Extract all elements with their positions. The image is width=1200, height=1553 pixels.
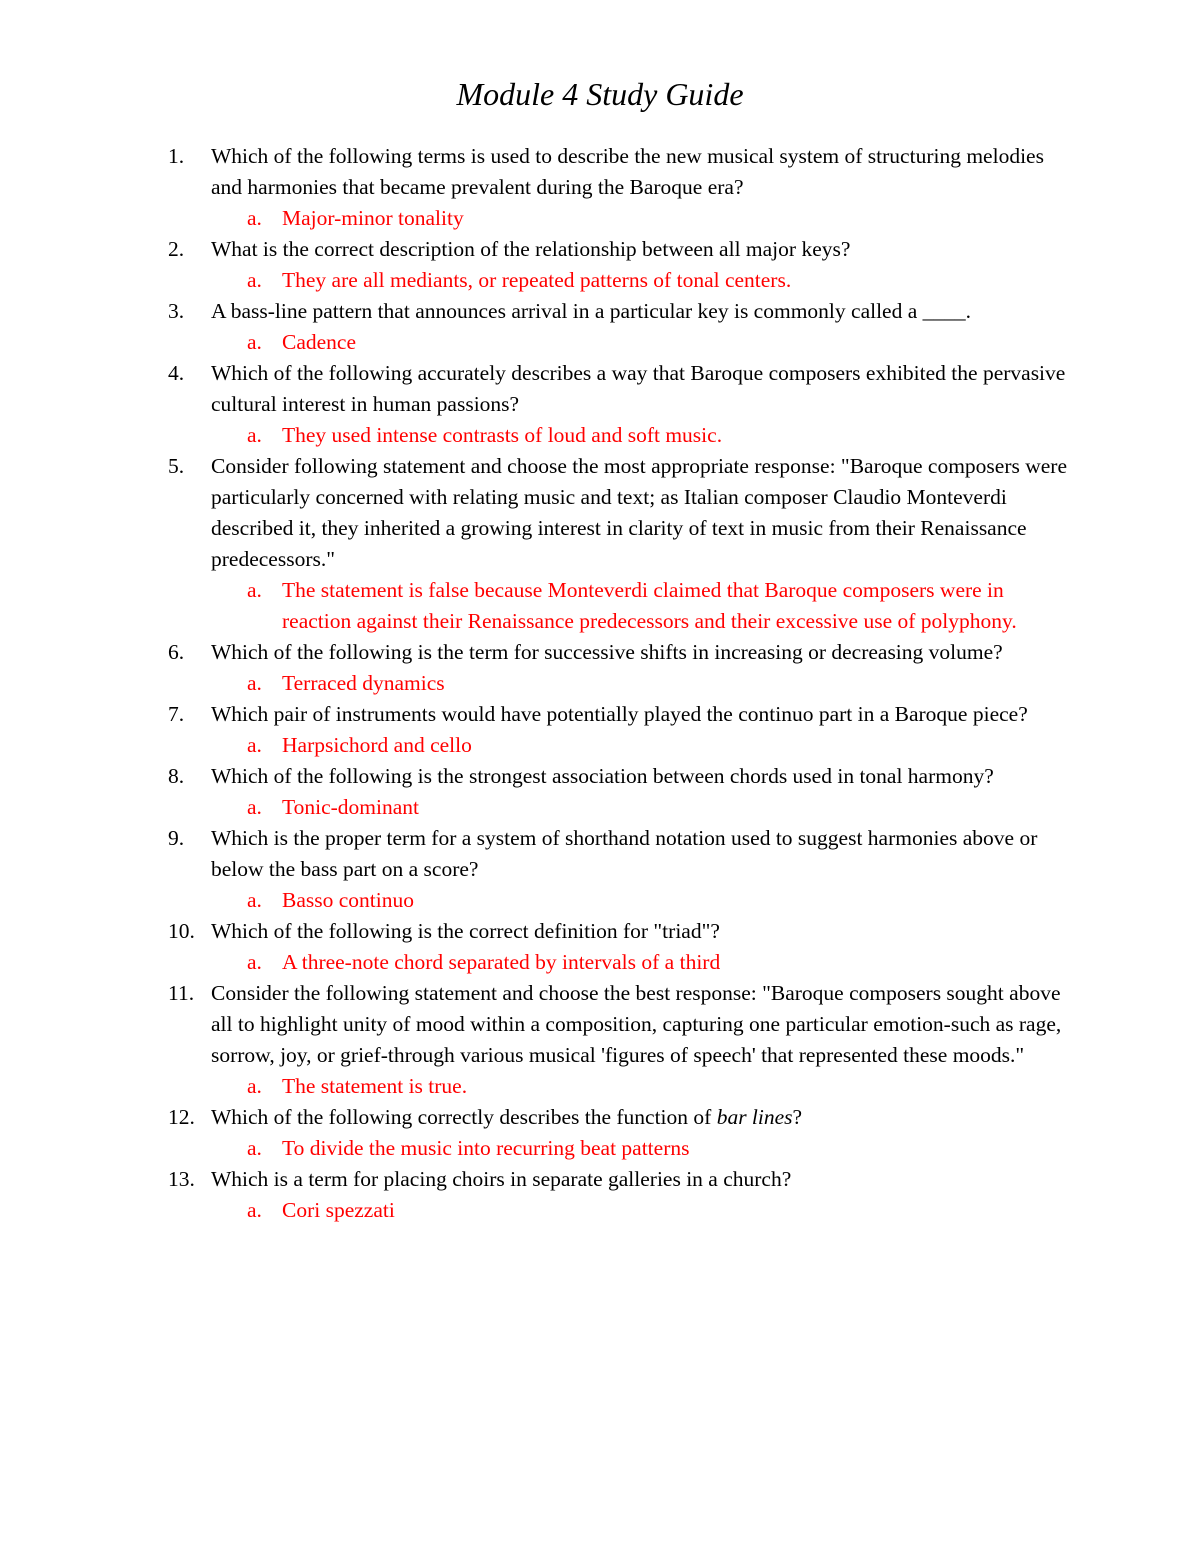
question-text: Which of the following is the correct definition for "triad"? [211, 919, 720, 943]
answer-letter: a. [247, 950, 262, 974]
answer-letter: a. [247, 268, 262, 292]
answer-text: Major-minor tonality [282, 206, 464, 230]
answer-item [168, 1133, 1068, 1164]
question-number: 7. [168, 702, 185, 726]
answer-item [168, 327, 1068, 358]
question-item [168, 699, 1068, 761]
answer-letter: a. [247, 330, 262, 354]
question-item [168, 637, 1068, 699]
question-number: 10. [168, 919, 195, 943]
question-text: Consider the following statement and choose the best response: "Baroque composers sought above all to highlight unity of mood within a composition, capturing one particular emotion-such as rage, sorrow, joy, or grief-through various musical 'figures of speech' that represented these moods." [211, 981, 1062, 1067]
question-number: 3. [168, 299, 185, 323]
answer-letter: a. [247, 795, 262, 819]
question-text [211, 1102, 1068, 1133]
question-number: 6. [168, 640, 185, 664]
answer-text: To divide the music into recurring beat patterns [282, 1136, 690, 1160]
question-number: 2. [168, 237, 185, 261]
answer-text: They used intense contrasts of loud and soft music. [282, 423, 723, 447]
question-item [168, 916, 1068, 978]
question-text: Which of the following is the term for successive shifts in increasing or decreasing volume? [211, 640, 1003, 664]
question-number: 11. [168, 981, 195, 1005]
answer-item [168, 792, 1068, 823]
question-text: A bass-line pattern that announces arrival in a particular key is commonly called a ____. [211, 299, 972, 323]
page-title: Module 4 Study Guide [456, 76, 744, 112]
answer-item [168, 203, 1068, 234]
question-text-before: Which of the following correctly describes the function of [211, 1105, 717, 1129]
answer-letter: a. [247, 733, 262, 757]
question-number: 4. [168, 361, 185, 385]
question-text: Which is the proper term for a system of shorthand notation used to suggest harmonies above or below the bass part on a score? [211, 826, 1038, 881]
answer-letter: a. [247, 1198, 262, 1222]
answer-item [168, 730, 1068, 761]
answer-letter: a. [247, 423, 262, 447]
question-number: 8. [168, 764, 185, 788]
question-text: Consider following statement and choose the most appropriate response: "Baroque composers were particularly concerned with relating music and text; as Italian composer Claudio Monteverdi described it, they inherited a growing interest in clarity of text in music from their Renaissance predecessors." [211, 454, 1068, 571]
question-item [168, 978, 1068, 1102]
question-text: Which pair of instruments would have potentially played the continuo part in a Baroque piece? [211, 702, 1028, 726]
answer-text: Basso continuo [282, 888, 414, 912]
question-text-after: ? [792, 1105, 803, 1129]
question-number: 13. [168, 1167, 195, 1191]
question-text: Which of the following is the strongest association between chords used in tonal harmony? [211, 764, 994, 788]
answer-item [168, 1071, 1068, 1102]
answer-item [168, 668, 1068, 699]
answer-text: A three-note chord separated by intervals of a third [282, 950, 721, 974]
question-number: 5. [168, 454, 185, 478]
question-number: 9. [168, 826, 185, 850]
question-text: Which of the following accurately describes a way that Baroque composers exhibited the pervasive cultural interest in human passions? [211, 361, 1066, 416]
answer-item [168, 885, 1068, 916]
question-item [168, 1164, 1068, 1226]
question-number: 12. [168, 1105, 195, 1129]
question-item [168, 141, 1068, 234]
answer-text: Terraced dynamics [282, 671, 445, 695]
question-item [168, 451, 1068, 637]
question-item [168, 823, 1068, 916]
answer-letter: a. [247, 1074, 262, 1098]
answer-letter: a. [247, 1136, 262, 1160]
question-item [168, 296, 1068, 358]
answer-item [168, 575, 1068, 637]
answer-text: Harpsichord and cello [282, 733, 472, 757]
answer-letter: a. [247, 578, 262, 602]
question-text: Which of the following terms is used to describe the new musical system of structuring melodies and harmonies that became prevalent during the Baroque era? [211, 144, 1044, 199]
answer-text: Tonic-dominant [282, 795, 420, 819]
answer-letter: a. [247, 671, 262, 695]
question-text: Which is a term for placing choirs in separate galleries in a church? [211, 1167, 792, 1191]
question-text-italic: bar lines [716, 1105, 793, 1129]
answer-text: They are all mediants, or repeated patterns of tonal centers. [282, 268, 792, 292]
question-text: What is the correct description of the relationship between all major keys? [211, 237, 851, 261]
question-number: 1. [168, 144, 185, 168]
question-item [168, 761, 1068, 823]
answer-text: The statement is true. [282, 1074, 468, 1098]
answer-item [168, 265, 1068, 296]
answer-text: Cadence [282, 330, 357, 354]
question-item [168, 358, 1068, 451]
answer-letter: a. [247, 206, 262, 230]
answer-text: The statement is false because Monteverdi claimed that Baroque composers were in reaction against their Renaissance predecessors and their excessive use of polyphony. [282, 578, 1017, 633]
answer-item [168, 1195, 1068, 1226]
question-item [168, 1102, 1068, 1164]
answer-item [168, 947, 1068, 978]
answer-item [168, 420, 1068, 451]
answer-text: Cori spezzati [282, 1198, 395, 1222]
answer-letter: a. [247, 888, 262, 912]
question-item [168, 234, 1068, 296]
question-list [168, 141, 1068, 1226]
